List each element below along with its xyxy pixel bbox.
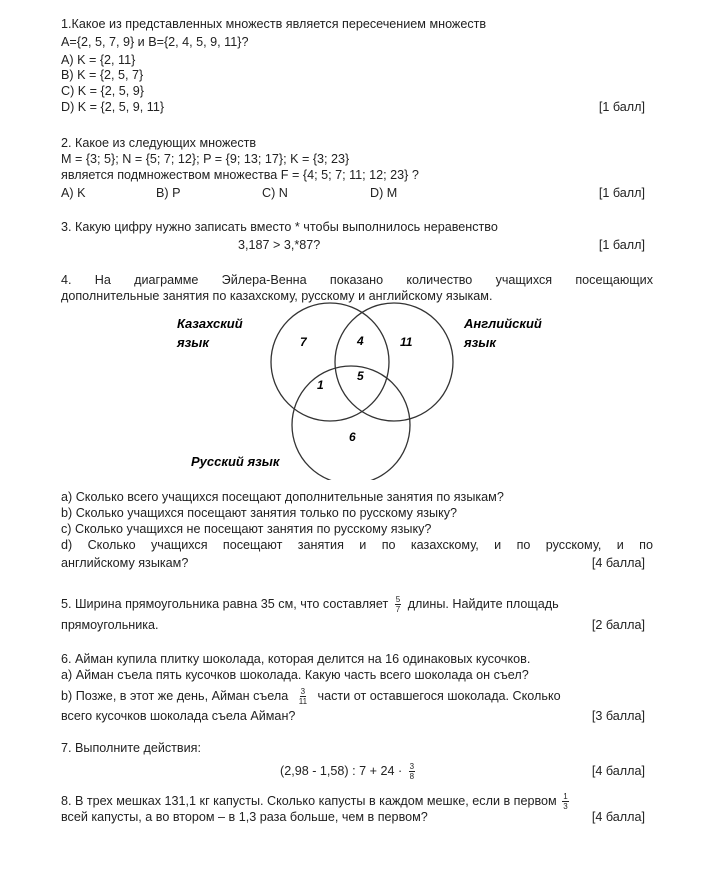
english-circle: [335, 303, 453, 421]
q6-frac-num: 3: [300, 687, 306, 696]
q2-option-a: A) K: [61, 186, 86, 200]
q2-option-b: B) P: [156, 186, 181, 200]
q6-frac-den: 11: [298, 697, 308, 706]
q6-text-line2: а) Айман съела пять кусочков шоколада. Какую часть всего шоколада он съел?: [61, 668, 529, 682]
q1-points: [1 балл]: [598, 100, 645, 114]
q5-frac-den: 7: [395, 605, 401, 614]
q5-text-line1: [61, 595, 559, 614]
q8-fraction: [562, 792, 568, 811]
venn-kazakh-russian: 1: [317, 378, 324, 392]
label-english-2: язык: [464, 335, 496, 350]
q2-option-c: C) N: [262, 186, 288, 200]
q6-points: [3 балла]: [591, 709, 645, 723]
q5-part1: 5. Ширина прямоугольника равна 35 см, что составляет: [61, 596, 389, 611]
q8-points: [4 балла]: [591, 810, 645, 824]
q6-text-line4: всего кусочков шоколада съела Айман?: [61, 709, 296, 723]
label-russian: Русский язык: [191, 454, 280, 469]
q4-question-a: a) Сколько всего учащихся посещают дополнительные занятия по языкам?: [61, 490, 504, 504]
q1-option-c: C) K = {2, 5, 9}: [61, 84, 144, 98]
q8-part1: 8. В трех мешках 131,1 кг капусты. Сколько капусты в каждом мешке, если в первом: [61, 793, 557, 808]
venn-kazakh-english: 4: [357, 334, 364, 348]
q4-text-line1: 4. На диаграмме Эйлера-Венна показано количество учащихся посещающих: [61, 273, 653, 287]
q8-text-line1: [61, 792, 571, 811]
q7-frac-num: 3: [409, 762, 415, 771]
q3-points: [1 балл]: [598, 238, 645, 252]
q5-points: [2 балла]: [591, 618, 645, 632]
q7-expr: (2,98 - 1,58) : 7 + 24 ·: [280, 763, 403, 778]
q1-text-line1: 1.Какое из представленных множеств является пересечением множеств: [61, 17, 487, 31]
q6-b-part2: части от оставшегося шоколада. Сколько: [317, 688, 561, 703]
q6-text-line1: 6. Айман купила плитку шоколада, которая делится на 16 одинаковых кусочков.: [61, 652, 531, 666]
venn-russian-only: 6: [349, 430, 356, 444]
q2-text-line3: является подмножеством множества F = {4; 5; 7; 11; 12; 23} ?: [61, 168, 419, 182]
label-kazakh-2: язык: [177, 335, 209, 350]
venn-all-three: 5: [357, 369, 364, 383]
q8-text-line2: всей капусты, а во втором – в 1,3 раза больше, чем в первом?: [61, 810, 428, 824]
q5-frac-num: 5: [395, 595, 401, 604]
q4-text-line2: дополнительные занятия по казахскому, русскому и английскому языкам.: [61, 289, 493, 303]
venn-kazakh-only: 7: [300, 335, 307, 349]
venn-english-only: 11: [400, 335, 413, 349]
q4-question-d-line2: английскому языкам?: [61, 556, 189, 570]
q5-text-line2: прямоугольника.: [61, 618, 159, 632]
q1-text-line2: A={2, 5, 7, 9} и B={2, 4, 5, 9, 11}?: [61, 35, 249, 49]
russian-circle: [292, 366, 410, 480]
q4-question-b: b) Сколько учащихся посещают занятия только по русскому языку?: [61, 506, 458, 520]
q1-option-b: B) K = {2, 5, 7}: [61, 68, 144, 82]
q2-option-d: D) M: [370, 186, 398, 200]
q2-points: [1 балл]: [598, 186, 645, 200]
q8-frac-num: 1: [563, 792, 568, 801]
q4-question-c: c) Сколько учащихся не посещают занятия по русскому языку?: [61, 522, 432, 536]
q1-option-d: D) K = {2, 5, 9, 11}: [61, 100, 165, 114]
label-kazakh: Казахский: [177, 316, 243, 331]
q2-text-line1: 2. Какое из следующих множеств: [61, 136, 257, 150]
q7-frac-den: 8: [409, 772, 415, 781]
q7-fraction: [409, 762, 415, 781]
q1-option-a: A) K = {2, 11}: [61, 53, 136, 67]
q6-b-part1: b) Позже, в этот же день, Айман съела: [61, 688, 289, 703]
q7-expression: [280, 762, 418, 781]
q5-part2: длины. Найдите площадь: [407, 596, 559, 611]
q5-fraction: [395, 595, 401, 614]
q8-frac-den: 3: [563, 802, 568, 811]
kazakh-circle: [271, 303, 389, 421]
q4-points: [4 балла]: [591, 556, 645, 570]
label-english: Английский: [464, 316, 542, 331]
q6-text-line3: [61, 687, 561, 706]
q4-question-d-line1: d) Сколько учащихся посещают занятия и по казахскому, и по русскому, и по: [61, 538, 653, 552]
q3-inequality: 3,187 > 3,*87?: [238, 238, 321, 252]
q7-text-line1: 7. Выполните действия:: [61, 741, 201, 755]
q7-points: [4 балла]: [591, 764, 645, 778]
q2-sets-line: M = {3; 5}; N = {5; 7; 12}; P = {9; 13; 17}; K = {3; 23}: [61, 152, 350, 166]
q6-fraction: [298, 687, 308, 706]
q3-text-line1: 3. Какую цифру нужно записать вместо * чтобы выполнилось неравенство: [61, 220, 498, 234]
